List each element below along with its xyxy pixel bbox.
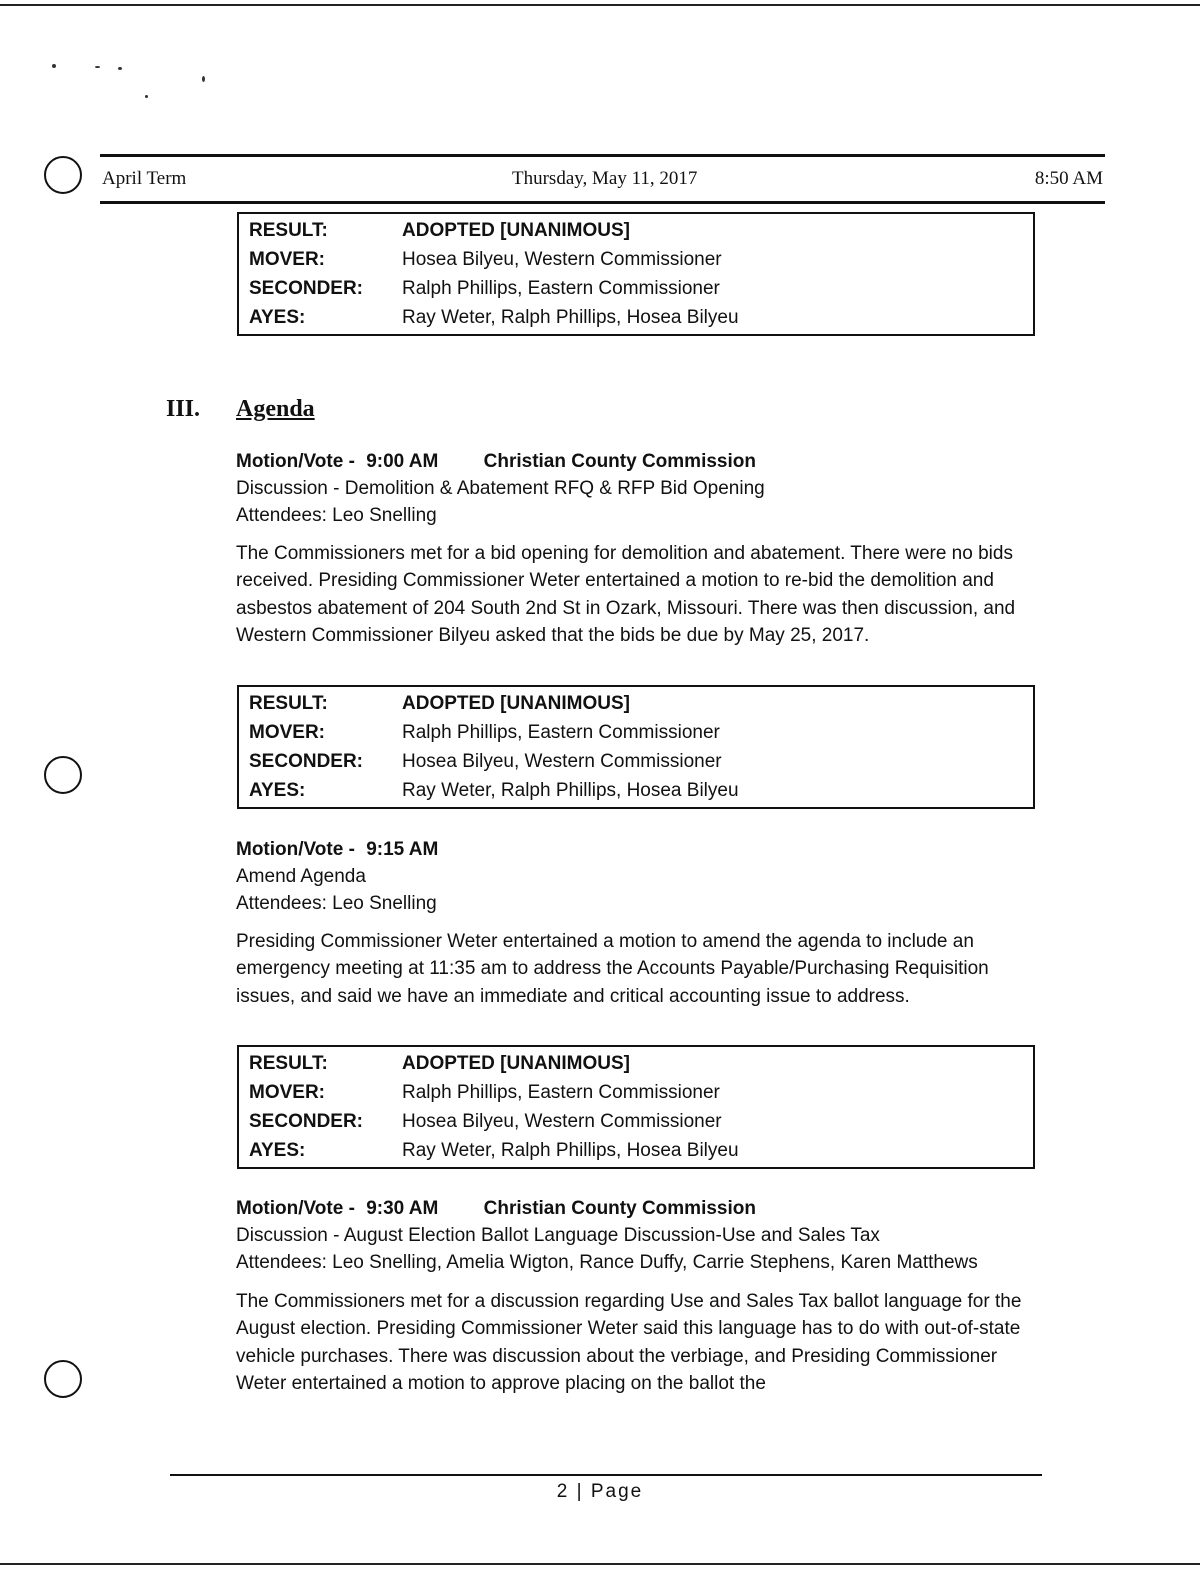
vote-result-box xyxy=(237,685,1035,809)
result-label: RESULT: xyxy=(249,693,328,714)
ayes-label: AYES: xyxy=(249,307,306,328)
binder-hole-icon xyxy=(44,156,82,194)
motion-time: 9:15 AM xyxy=(366,839,439,860)
motion-heading xyxy=(236,448,756,475)
motion-label: Motion/Vote - xyxy=(236,839,355,860)
mover-label: MOVER: xyxy=(249,249,325,270)
mover-row xyxy=(239,245,1033,274)
vote-result-box xyxy=(237,1045,1035,1169)
scan-speck xyxy=(95,66,100,68)
top-scan-edge xyxy=(0,4,1200,6)
ayes-row xyxy=(239,1136,1033,1165)
section-number: III. xyxy=(166,396,201,422)
mover-value: Hosea Bilyeu, Western Commissioner xyxy=(402,249,722,270)
page-header xyxy=(100,154,1105,204)
ayes-label: AYES: xyxy=(249,1140,306,1161)
result-row xyxy=(239,1049,1033,1078)
mover-label: MOVER: xyxy=(249,1082,325,1103)
binder-hole-icon xyxy=(44,756,82,794)
seconder-row xyxy=(239,747,1033,776)
seconder-row xyxy=(239,1107,1033,1136)
mover-value: Ralph Phillips, Eastern Commissioner xyxy=(402,722,720,743)
seconder-label: SECONDER: xyxy=(249,751,364,772)
binder-hole-icon xyxy=(44,1360,82,1398)
seconder-row xyxy=(239,274,1033,303)
minutes-paragraph: The Commissioners met for a discussion regarding Use and Sales Tax ballot language for the August election. Presiding Commissioner Weter said this language has to do with out-of-state vehicle purchases. There was discussion about the verbiage, and Presiding Commissioner Weter entertained a motion to approve placing on the ballot the xyxy=(236,1291,1022,1394)
ayes-row xyxy=(239,303,1033,332)
term-label: April Term xyxy=(102,168,187,189)
result-row xyxy=(239,216,1033,245)
meeting-date: Thursday, May 11, 2017 xyxy=(512,168,698,189)
page-number: 2 | Page xyxy=(556,1481,644,1502)
seconder-value: Hosea Bilyeu, Western Commissioner xyxy=(402,1111,722,1132)
attendees-line: Attendees: Leo Snelling xyxy=(236,505,437,526)
mover-row xyxy=(239,1078,1033,1107)
scan-speck xyxy=(145,95,148,98)
result-label: RESULT: xyxy=(249,1053,328,1074)
seconder-value: Ralph Phillips, Eastern Commissioner xyxy=(402,278,720,299)
motion-body: Christian County Commission xyxy=(483,451,756,472)
discussion-line: Amend Agenda xyxy=(236,866,366,887)
footer-rule xyxy=(170,1474,1042,1476)
result-label: RESULT: xyxy=(249,220,328,241)
seconder-label: SECONDER: xyxy=(249,1111,364,1132)
meeting-time: 8:50 AM xyxy=(1034,168,1103,189)
motion-heading xyxy=(236,836,438,863)
seconder-label: SECONDER: xyxy=(249,278,364,299)
minutes-paragraph: The Commissioners met for a bid opening for demolition and abatement. There were no bids received. Presiding Commissioner Weter entertained a motion to re-bid the demolition and asbestos abatement of 204 South 2nd St in Ozark, Missouri. There was then discussion, and Western Commissioner Bilyeu asked that the bids be due by May 25, 2017. xyxy=(236,543,1016,646)
ayes-value: Ray Weter, Ralph Phillips, Hosea Bilyeu xyxy=(402,780,739,801)
attendees-line: Attendees: Leo Snelling xyxy=(236,893,437,914)
mover-label: MOVER: xyxy=(249,722,325,743)
motion-time: 9:30 AM xyxy=(366,1198,439,1219)
result-row xyxy=(239,689,1033,718)
ayes-value: Ray Weter, Ralph Phillips, Hosea Bilyeu xyxy=(402,307,739,328)
discussion-line: Discussion - Demolition & Abatement RFQ & RFP Bid Opening xyxy=(236,478,765,499)
scan-speck xyxy=(52,64,56,68)
vote-result-box xyxy=(237,212,1035,336)
motion-heading xyxy=(236,1195,756,1222)
motion-time: 9:00 AM xyxy=(366,451,439,472)
mover-value: Ralph Phillips, Eastern Commissioner xyxy=(402,1082,720,1103)
attendees-line: Attendees: Leo Snelling, Amelia Wigton, Rance Duffy, Carrie Stephens, Karen Matthews xyxy=(236,1252,978,1273)
bottom-scan-edge xyxy=(0,1563,1200,1565)
discussion-line: Discussion - August Election Ballot Language Discussion-Use and Sales Tax xyxy=(236,1225,880,1246)
seconder-value: Hosea Bilyeu, Western Commissioner xyxy=(402,751,722,772)
result-value: ADOPTED [UNANIMOUS] xyxy=(402,1053,630,1074)
mover-row xyxy=(239,718,1033,747)
result-value: ADOPTED [UNANIMOUS] xyxy=(402,693,630,714)
ayes-label: AYES: xyxy=(249,780,306,801)
motion-label: Motion/Vote - xyxy=(236,451,355,472)
motion-label: Motion/Vote - xyxy=(236,1198,355,1219)
scan-speck xyxy=(118,67,122,70)
minutes-paragraph: Presiding Commissioner Weter entertained a motion to amend the agenda to include an emergency meeting at 11:35 am to address the Accounts Payable/Purchasing Requisition issues, and said we have an immediate and critical accounting issue to address. xyxy=(236,931,989,1007)
motion-body: Christian County Commission xyxy=(483,1198,756,1219)
section-title: Agenda xyxy=(236,396,315,422)
scan-speck xyxy=(202,76,205,82)
ayes-row xyxy=(239,776,1033,805)
ayes-value: Ray Weter, Ralph Phillips, Hosea Bilyeu xyxy=(402,1140,739,1161)
result-value: ADOPTED [UNANIMOUS] xyxy=(402,220,630,241)
